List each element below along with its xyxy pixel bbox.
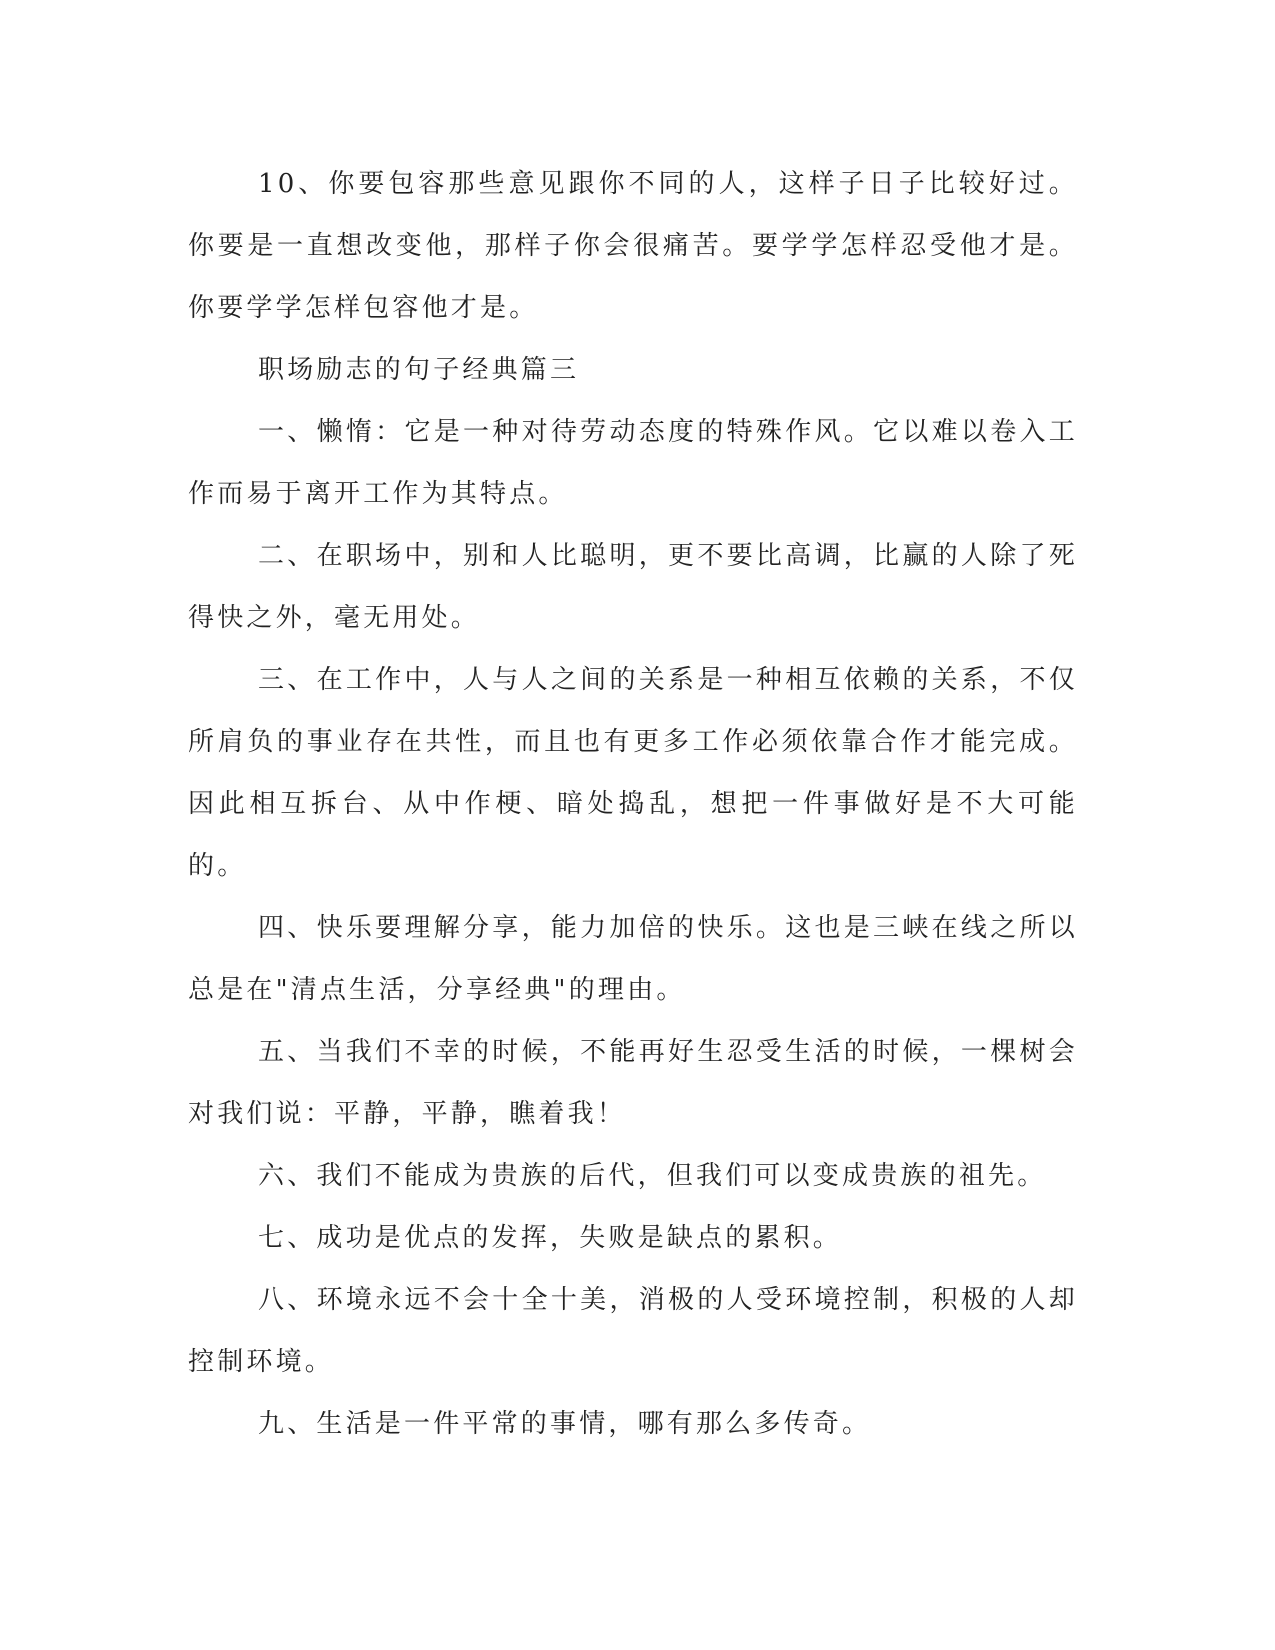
paragraph-4: 四、快乐要理解分享，能力加倍的快乐。这也是三峡在线之所以总是在"清点生活，分享经典"的理由。 (188, 913, 1078, 1005)
paragraph-7: 七、成功是优点的发挥，失败是缺点的累积。 (258, 1223, 843, 1253)
paragraph-1: 一、懒惰：它是一种对待劳动态度的特殊作风。它以难以卷入工作而易于离开工作为其特点。 (188, 417, 1078, 509)
document-body (188, 153, 1078, 1455)
paragraph-3: 三、在工作中，人与人之间的关系是一种相互依赖的关系，不仅所肩负的事业存在共性，而且也有更多工作必须依靠合作才能完成。因此相互拆台、从中作梗、暗处捣乱，想把一件事做好是不大可能的。 (188, 665, 1078, 881)
paragraph-2: 二、在职场中，别和人比聪明，更不要比高调，比赢的人除了死得快之外，毫无用处。 (188, 541, 1078, 633)
paragraph-8: 八、环境永远不会十全十美，消极的人受环境控制，积极的人却控制环境。 (188, 1285, 1078, 1377)
section-heading: 职场励志的句子经典篇三 (258, 355, 580, 385)
paragraph-6: 六、我们不能成为贵族的后代，但我们可以变成贵族的祖先。 (258, 1161, 1047, 1191)
paragraph-5: 五、当我们不幸的时候，不能再好生忍受生活的时候，一棵树会对我们说：平静，平静，瞧着我！ (188, 1037, 1078, 1129)
paragraph-9: 九、生活是一件平常的事情，哪有那么多传奇。 (258, 1409, 872, 1439)
paragraph-10: 10、你要包容那些意见跟你不同的人，这样子日子比较好过。你要是一直想改变他，那样子你会很痛苦。要学学怎样忍受他才是。你要学学怎样包容他才是。 (188, 169, 1078, 323)
